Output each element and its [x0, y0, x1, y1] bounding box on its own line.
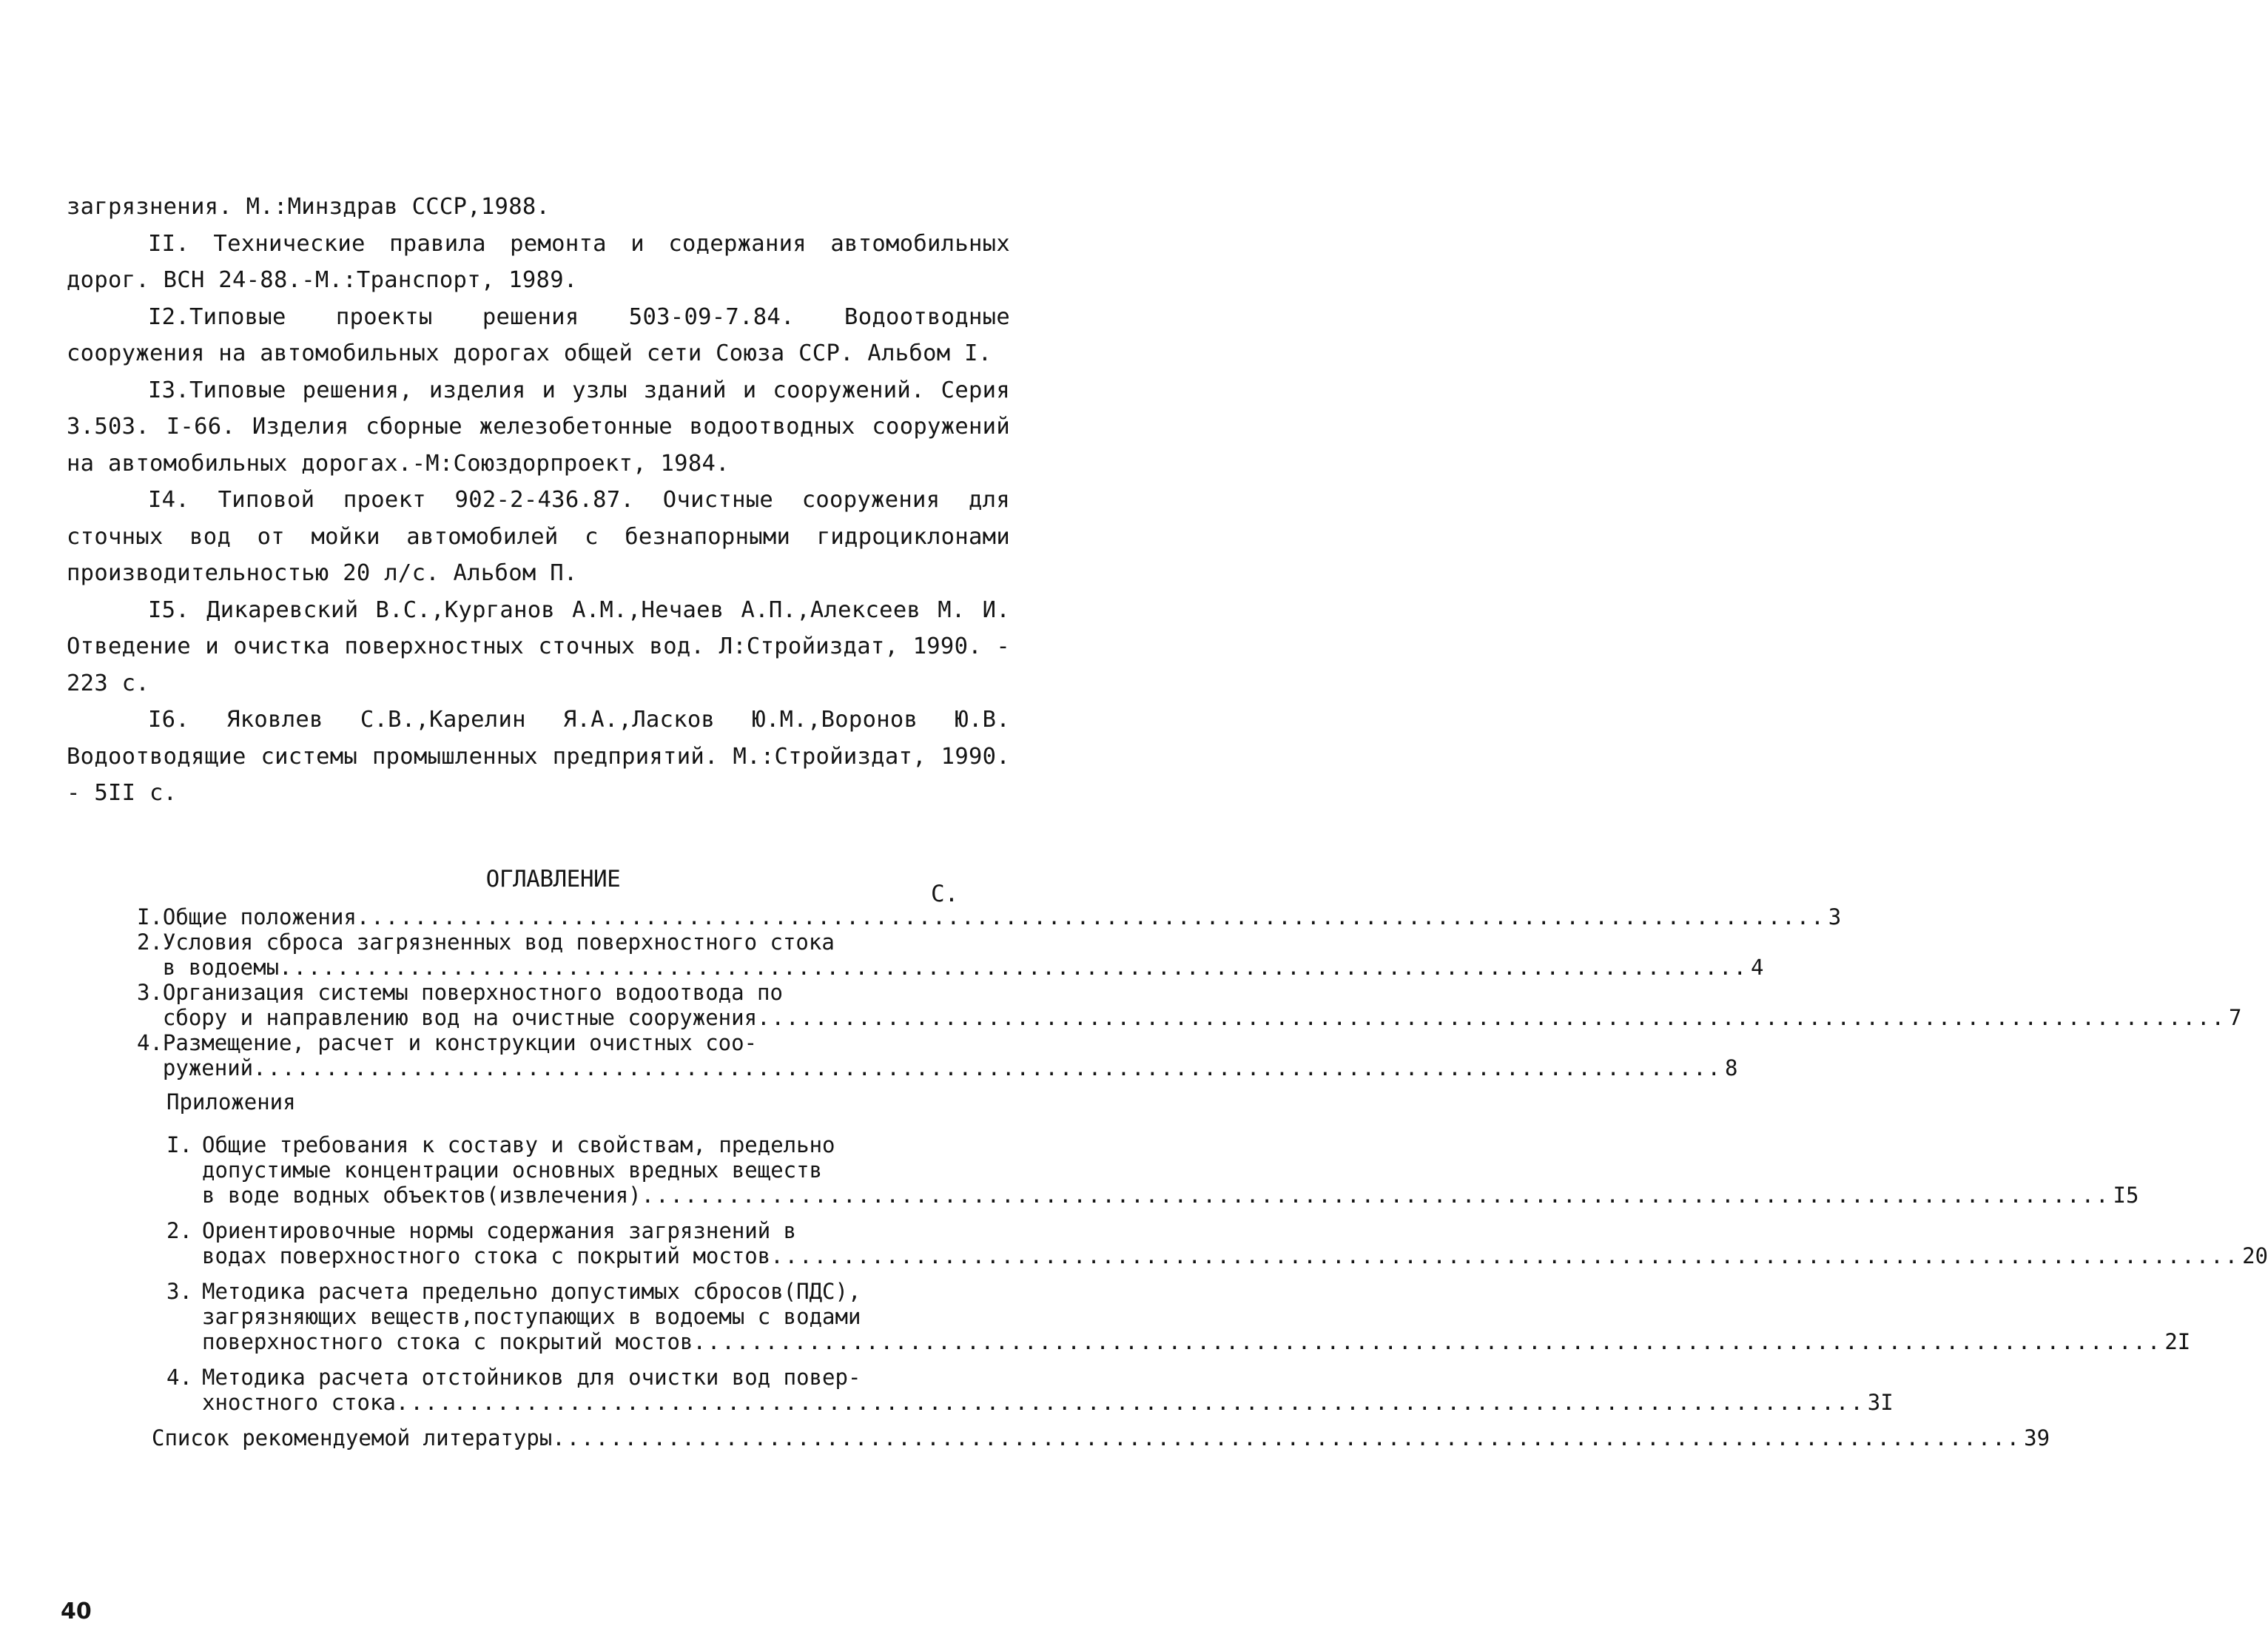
toc-entry-page: 3I	[1867, 1390, 1894, 1415]
toc-entry-text: сбору и направлению вод на очистные сооружения	[137, 1005, 758, 1030]
leader-dots: ......................................................................................................	[253, 1055, 1723, 1080]
toc-entry-page: 2I	[2164, 1329, 2191, 1354]
reference-item: I2.Типовые проекты решения 503-09-7.84. Водоотводные сооружения на автомобильных дорогах общей сети Союза ССР. Альбом I.	[67, 303, 1010, 366]
reference-item: I4. Типовой проект 902-2-436.87. Очистные сооружения для сточных вод от мойки автомобилей с безнапорными гидроциклонами производительностью 20 л/с. Альбом П.	[67, 487, 1010, 586]
table-of-contents	[137, 904, 2268, 1451]
reference-item: I6. Яковлев С.В.,Карелин Я.А.,Ласков Ю.М.,Воронов Ю.В. Водоотводящие системы промышленных предприятий. М.:Стройиздат, 1990. - 5II с.	[67, 707, 1010, 806]
toc-entry-text: ружений	[137, 1055, 254, 1080]
appendix-number: 3.	[166, 1279, 192, 1304]
toc-entry-text: загрязняющих веществ,поступающих в водоемы с водами	[202, 1304, 861, 1329]
toc-entry-page: 3	[1828, 904, 1842, 930]
toc-entry[interactable]	[137, 980, 2242, 1030]
toc-entry[interactable]	[137, 1030, 1738, 1080]
reference-item: I5. Дикаревский В.С.,Курганов А.М.,Нечаев А.П.,Алексеев М. И. Отведение и очистка поверхностных сточных вод. Л:Стройиздат, 1990. - 223 с.	[67, 596, 1010, 696]
reference-list	[67, 189, 1010, 812]
toc-entry-text: водах поверхностного стока с покрытий мостов	[202, 1243, 771, 1268]
appendix-number: 4.	[166, 1365, 192, 1390]
leader-dots: ......................................................................................................	[693, 1329, 2162, 1354]
leader-dots: ......................................................................................................	[395, 1390, 1865, 1415]
toc-entry[interactable]	[137, 904, 1842, 930]
toc-entry-text: 3.Организация системы поверхностного водоотвода по	[137, 980, 783, 1005]
toc-entry-text: 4.Размещение, расчет и конструкции очистных соо-	[137, 1030, 758, 1055]
leader-dots: ......................................................................................................	[641, 1183, 2110, 1208]
toc-entry-text: в воде водных объектов(извлечения)	[202, 1183, 642, 1208]
appendix-number: 2.	[166, 1218, 192, 1243]
toc-entry-page: 4	[1750, 955, 1764, 980]
reference-item: I3.Типовые решения, изделия и узлы зданий и сооружений. Серия 3.503. I-66. Изделия сборные железобетонные водоотводных сооружений на автомобильных дорогах.-М:Союздорпроект, 1984.	[67, 377, 1010, 477]
toc-bibliography-entry[interactable]	[137, 1425, 2050, 1451]
toc-title: ОГЛАВЛЕНИЕ	[485, 866, 621, 893]
toc-page-label: С.	[931, 881, 959, 907]
toc-entry-text: Методика расчета отстойников для очистки вод повер-	[202, 1365, 861, 1390]
toc-appendix-entry[interactable]	[137, 1365, 1894, 1415]
leader-dots: ......................................................................................................	[356, 904, 1825, 930]
toc-entry-text: 2.Условия сброса загрязненных вод поверхностного стока	[137, 930, 835, 955]
toc-appendix-entry[interactable]	[137, 1132, 2139, 1208]
toc-entry-text: Общие требования к составу и свойствам, предельно	[202, 1132, 835, 1157]
appendix-number: I.	[166, 1132, 192, 1157]
leader-dots: ......................................................................................................	[770, 1243, 2240, 1268]
toc-entry-text: Ориентировочные нормы содержания загрязнений в	[202, 1218, 797, 1243]
toc-entry-text: Методика расчета предельно допустимых сбросов(ПДС),	[202, 1279, 861, 1304]
toc-entry-text: в водоемы	[137, 955, 280, 980]
toc-entry-text: Список рекомендуемой литературы	[152, 1425, 553, 1451]
toc-entry-page: 7	[2228, 1005, 2242, 1030]
toc-entry-page: I5	[2113, 1183, 2139, 1208]
reference-item: II. Технические правила ремонта и содержания автомобильных дорог. ВСН 24-88.-М.:Транспорт, 1989.	[67, 230, 1010, 293]
toc-entry-page: 20	[2242, 1243, 2268, 1268]
appendix-heading: Приложения	[166, 1089, 296, 1115]
toc-entry-text: поверхностного стока с покрытий мостов	[202, 1329, 693, 1354]
leader-dots: ......................................................................................................	[757, 1005, 2226, 1030]
toc-entry-text: допустимые концентрации основных вредных веществ	[202, 1157, 823, 1183]
toc-appendix-entry[interactable]	[137, 1279, 2191, 1354]
page-number: 40	[61, 1599, 92, 1624]
leader-dots: ......................................................................................................	[552, 1425, 2022, 1451]
leader-dots: ......................................................................................................	[279, 955, 1748, 980]
toc-entry-text: хностного стока	[202, 1390, 396, 1415]
toc-entry[interactable]	[137, 930, 1764, 980]
toc-entry-page: 8	[1725, 1055, 1738, 1080]
toc-entry-text: I.Общие положения	[137, 904, 357, 930]
toc-entry-page: 39	[2024, 1425, 2050, 1451]
reference-item: загрязнения. М.:Минздрав СССР,1988.	[67, 194, 551, 220]
toc-appendix-entry[interactable]	[137, 1218, 2268, 1268]
